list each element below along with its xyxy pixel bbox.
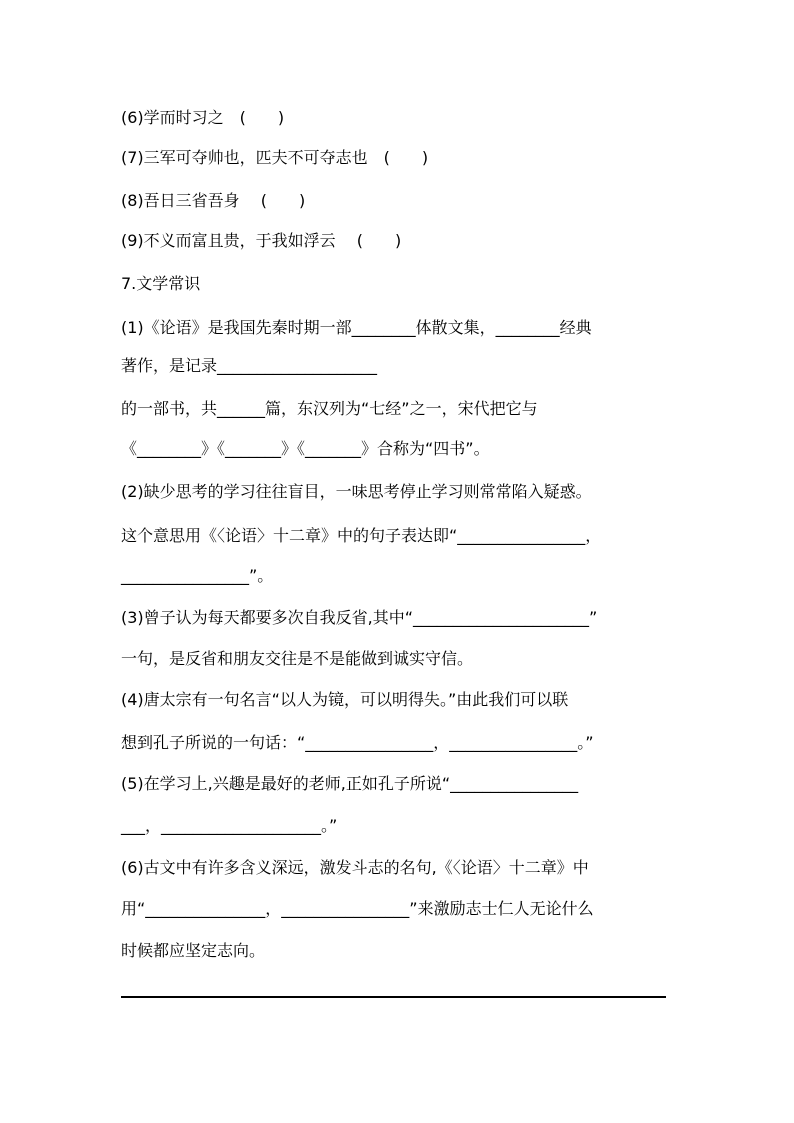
literature-item-4-line-1: (4)唐太宗有一句名言“以人为镜，可以明得失。”由此我们可以联 — [121, 690, 569, 709]
literature-item-3-line-1: (3)曾子认为每天都要多次自我反省,其中“______________________” — [121, 608, 598, 627]
literature-item-1-line-3: 的一部书，共______篇，东汉列为“七经”之一，宋代把它与 — [121, 399, 538, 418]
section-heading: 7.文学常识 — [121, 274, 201, 293]
literature-item-2-line-3: ________________”。 — [121, 566, 274, 585]
literature-item-6-line-1: (6)古文中有许多含义深远，激发斗志的名句,《〈论语〉十二章》中 — [121, 858, 589, 877]
question-7-line: (7)三军可夺帅也，匹夫不可夺志也 ( ) — [121, 148, 429, 167]
literature-item-1-line-1: (1)《论语》是我国先秦时期一部________体散文集，________经典 — [121, 318, 592, 337]
literature-item-1-line-4: 《________》《_______》《_______》合称为“四书”。 — [121, 439, 490, 458]
question-9-line: (9)不义而富且贵，于我如浮云 ( ) — [121, 231, 402, 250]
question-8-line: (8)吾日三省吾身 ( ) — [121, 191, 306, 210]
bottom-divider — [121, 996, 666, 998]
literature-item-5-line-1: (5)在学习上,兴趣是最好的老师,正如孔子所说“________________ — [121, 774, 579, 793]
literature-item-1-line-2: 著作，是记录____________________ — [121, 356, 378, 375]
literature-item-6-line-2: 用“_______________，________________”来激励志士仁人无论什么 — [121, 899, 594, 918]
literature-item-3-line-2: 一句，是反省和朋友交往是不是能做到诚实守信。 — [121, 649, 474, 668]
literature-item-5-line-2: ___，____________________。” — [121, 816, 338, 835]
literature-item-2-line-1: (2)缺少思考的学习往往盲目，一味思考停止学习则常常陷入疑惑。 — [121, 482, 592, 501]
literature-item-6-line-3: 时候都应坚定志向。 — [121, 941, 266, 960]
question-6-line: (6)学而时习之 ( ) — [121, 108, 285, 127]
literature-item-4-line-2: 想到孔子所说的一句话：“________________，________________。” — [121, 733, 594, 752]
literature-item-2-line-2: 这个意思用《〈论语〉十二章》中的句子表达即“________________， — [121, 526, 602, 545]
